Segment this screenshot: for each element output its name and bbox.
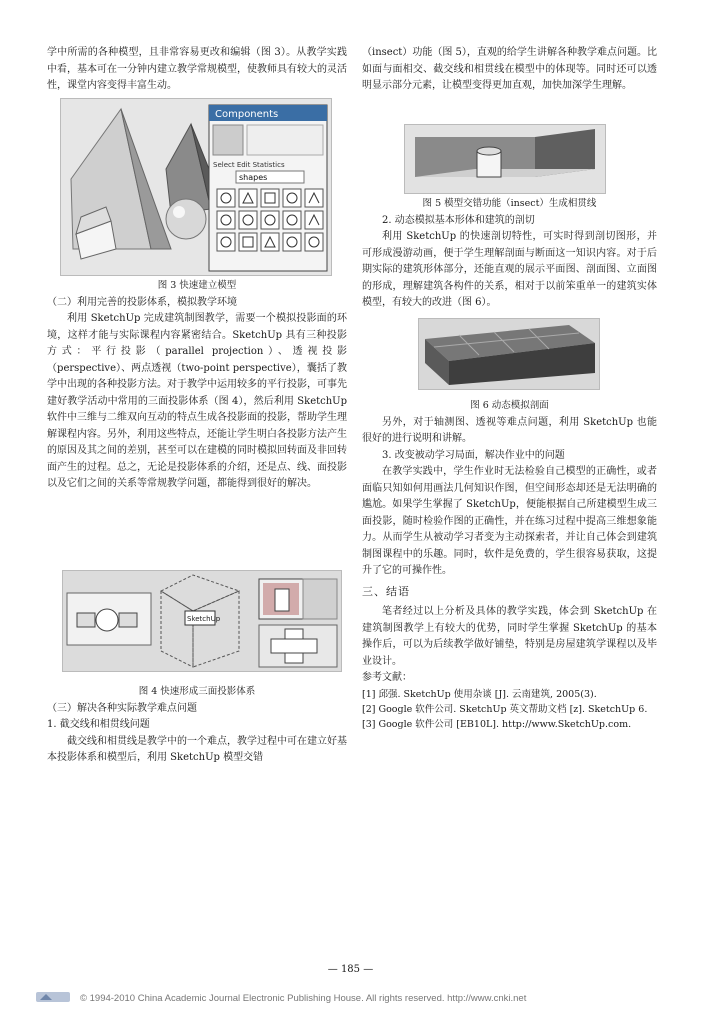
reference-item: [3] Google 软件公司 [EB10L]. http://www.SketchUp.com.	[362, 718, 632, 730]
right-para-2: 另外，对于轴测图、透视等难点问题，利用 SketchUp 也能很好的进行说明和讲解。	[362, 416, 657, 444]
figure-3	[60, 98, 332, 276]
subsection-3-text: 在教学实践中，学生作业时无法检验自己模型的正确性，或者面临只知如何用画法几何知识作图，但空间形态却还是无法明确的尴尬。如果学生掌握了 SketchUp，便能根据自己所建模型生成三面投影，随时检验作图的正确性，并在练习过程中提高三维想象能力。从而学生从被动学习者变为主动探索者，并让自己体会到建筑制图课程中的乐趣。同时，软件是免费的，学生很容易获取，这提升了它的可操作性。	[362, 466, 657, 576]
section-2-heading: （二）利用完善的投影体系，模拟教学环境	[47, 296, 237, 308]
subsection-3-heading: 3. 改变被动学习局面，解决作业中的问题	[382, 449, 565, 461]
references-heading: 参考文献：	[362, 672, 412, 683]
figure-6	[418, 318, 600, 390]
figure-4-image	[63, 571, 341, 671]
figure-4	[62, 570, 342, 672]
conclusion-text: 笔者经过以上分析及具体的教学实践，体会到 SketchUp 在建筑制图教学上有较大的优势，同时学生掌握 SketchUp 的基本操作后，可以为后续教学做好铺垫，特别是房屋建筑学课程以及毕业设计。	[362, 606, 657, 667]
panel-title: Components	[215, 109, 279, 120]
figure-5-caption: 图 5 模型交错功能（insect）生成相贯线	[422, 198, 597, 209]
section-2-text: 利用 SketchUp 完成建筑制图教学，需要一个模拟投影面的环境，这样才能与实际课程内容紧密结合。SketchUp 具有三种投影方式：平行投影（parallel projection）、透视投影（perspective）、两点透视（two-point perspective），囊括了教学中出现的各种投影方法。对于教学中运用较多的平行投影，可事先建好教学活动中常用的三面投影体系（图 4），然后利用 SketchUp 软件中三维与二维双向互动的特点生成各投影面的投影，帮助学生理解课程内容。另外，利用这些特点，还能让学生明白各投影方法产生的原因及其之间的差别，甚至可以在建模的同时模拟回转面及非回转面产生的过程。总之，无论是投影体系的介绍，还是点、线、面投影以及它们之间的关系等常规教学问题，都能得到很好的解决。	[47, 313, 347, 489]
subsection-2-heading: 2. 动态模拟基本形体和建筑的剖切	[382, 214, 535, 226]
figure-5	[404, 124, 606, 194]
figure-6-caption: 图 6 动态模拟剖面	[470, 400, 549, 411]
left-column	[47, 45, 347, 95]
conclusion-heading: 三、结语	[362, 584, 410, 598]
section-3-heading: （三）解决各种实际教学难点问题	[47, 702, 197, 714]
figure-4-caption: 图 4 快速形成三面投影体系	[138, 686, 256, 697]
intro-paragraph: 学中所需的各种模型，且非常容易更改和编辑（图 3）。从教学实践中看，基本可在一分钟内建立教学常规模型，使教师具有较大的灵活性，课堂内容变得丰富生动。	[47, 47, 347, 91]
figure-6-image	[419, 319, 599, 389]
figure-4-label: SketchUp	[187, 615, 221, 623]
figure-3-image	[61, 99, 331, 275]
right-column-3	[362, 398, 657, 732]
figure-5-image	[405, 125, 605, 193]
subsection-1-heading: 1. 截交线和相贯线问题	[47, 719, 150, 730]
figure-3-caption: 图 3 快速建立模型	[157, 280, 237, 291]
left-column-3	[47, 684, 347, 767]
right-column-2	[362, 196, 657, 312]
right-column	[362, 45, 657, 95]
page-number: — 185 —	[327, 964, 374, 975]
right-para-1: （insect）功能（图 5），直观的给学生讲解各种教学难点问题。比如面与面相交、截交线和相贯线在模型中的体现等。同时还可以透明显示部分元素，让模型变得更加直观，加快加深学生理解。	[362, 47, 657, 91]
subsection-1-text: 截交线和相贯线是教学中的一个难点，教学过程中可在建立好基本投影体系和模型后，利用 SketchUp 模型交错	[47, 735, 347, 763]
copyright-footer: © 1994-2010 China Academic Journal Electronic Publishing House. All rights reserved. http://www.cnki.net	[80, 993, 527, 1004]
cnki-logo-icon	[36, 990, 72, 1004]
reference-item: [2] Google 软件公司. SketchUp 英文帮助文档 [z]. SketchUp 6.	[362, 703, 648, 715]
panel-tabs: Select Edit Statistics	[213, 161, 285, 169]
subsection-2-text: 利用 SketchUp 的快速剖切特性，可实时得到剖切图形，并可形成漫游动画，便于学生理解剖面与断面这一知识内容。对于后期实际的建筑形体部分，还能直观的展示平面图、剖面图、立面图的形成，理解建筑各构件的关系，相对于以前笨重单一的建筑实体模型，有较大的改进（图 6）。	[362, 231, 657, 308]
panel-dropdown: shapes	[239, 173, 268, 182]
left-column-2	[47, 278, 347, 493]
reference-item: [1] 邱强. SketchUp 使用杂谈 [J]. 云南建筑, 2005(3).	[362, 688, 597, 700]
